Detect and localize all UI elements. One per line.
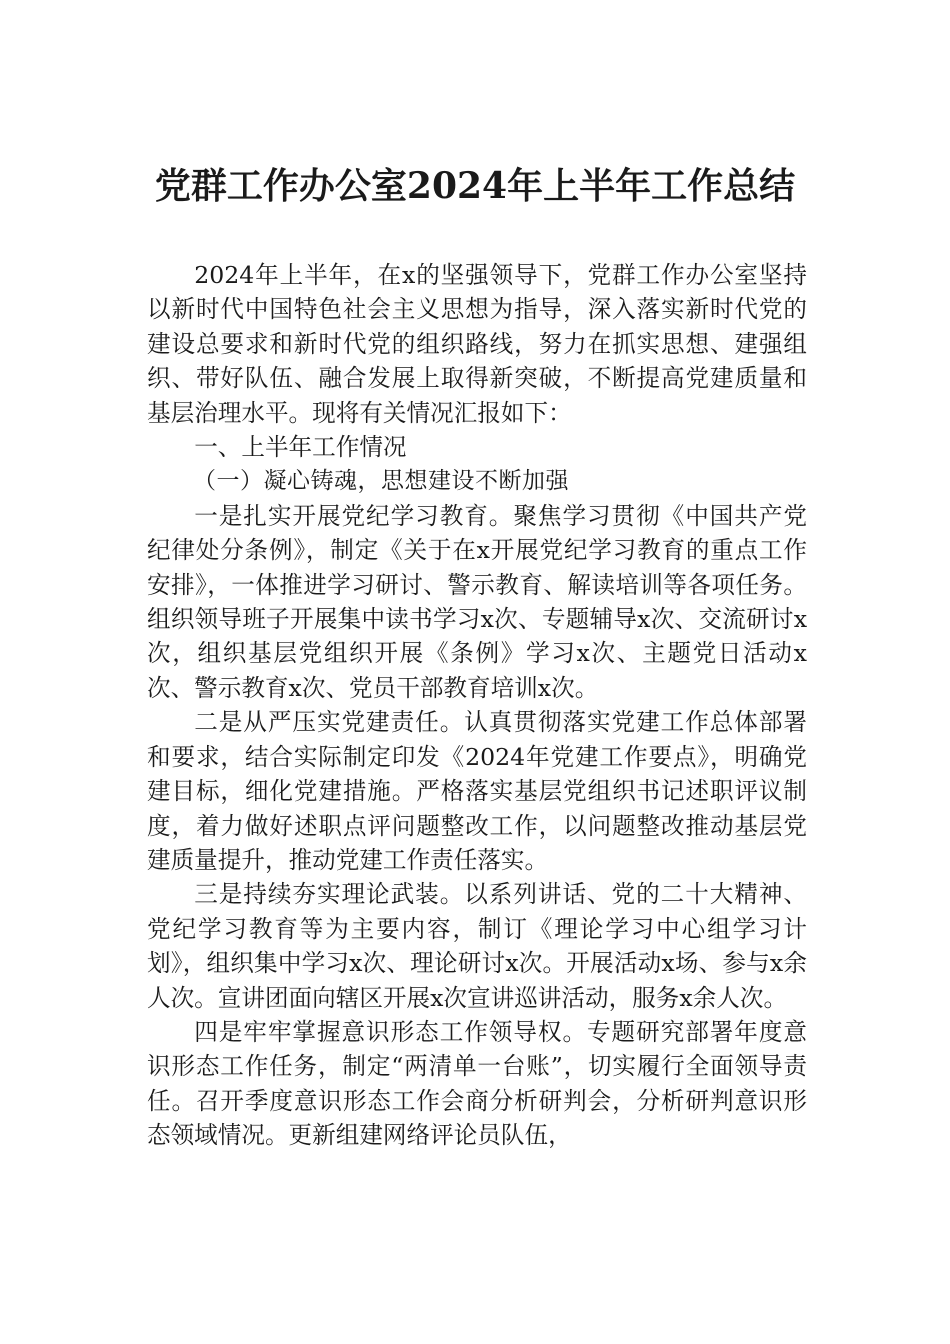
- subsection-heading: （一）凝心铸魂，思想建设不断加强: [193, 468, 569, 495]
- body-paragraph: 二是从严压实党建责任。认真贯彻落实党建工作总体部署和要求，结合实际制定印发《2024年党建工作要点》，明确党建目标，细化党建措施。严格落实基层党组织书记述职评议制度，着力做好述职点评问题整改工作，以问题整改推动基层党建质量提升，推动党建工作责任落实。: [147, 708, 807, 874]
- document-title: 党群工作办公室2024年上半年工作总结: [154, 165, 796, 207]
- section-heading: 一、上半年工作情况: [194, 433, 407, 462]
- intro-paragraph: 2024年上半年，在x的坚强领导下，党群工作办公室坚持以新时代中国特色社会主义思想为指导，深入落实新时代党的建设总要求和新时代党的组织路线，努力在抓实思想、建强组织、带好队伍、融合发展上取得新突破，不断提高党建质量和基层治理水平。现将有关情况汇报如下：: [147, 261, 807, 427]
- body-paragraph: 三是持续夯实理论武装。以系列讲话、党的二十大精神、党纪学习教育等为主要内容，制订《理论学习中心组学习计划》，组织集中学习x次、理论研讨x次。开展活动x场、参与x余人次。宣讲团面向辖区开展x次宣讲巡讲活动，服务x余人次。: [147, 880, 807, 1012]
- document-body: [147, 258, 807, 1153]
- body-paragraph: 四是牢牢掌握意识形态工作领导权。专题研究部署年度意识形态工作任务，制定“两清单一台账”，切实履行全面领导责任。召开季度意识形态工作会商分析研判会，分析研判意识形态领域情况。更新组建网络评论员队伍，: [147, 1017, 807, 1150]
- body-paragraph: 一是扎实开展党纪学习教育。聚焦学习贯彻《中国共产党纪律处分条例》，制定《关于在x开展党纪学习教育的重点工作安排》，一体推进学习研讨、警示教育、解读培训等各项任务。组织领导班子开展集中读书学习x次、专题辅导x次、交流研讨x次，组织基层党组织开展《条例》学习x次、主题党日活动x次、警示教育x次、党员干部教育培训x次。: [147, 501, 807, 702]
